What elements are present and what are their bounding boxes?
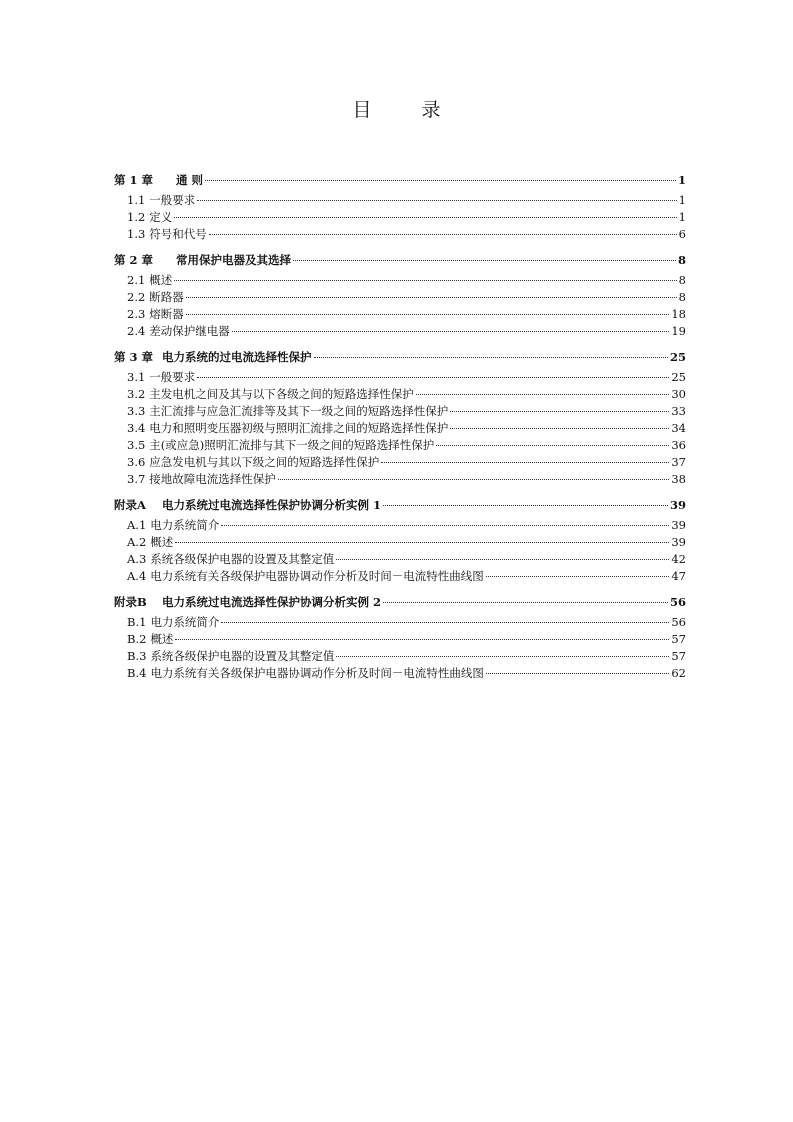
dot-leader (197, 200, 676, 201)
section-title: 接地故障电流选择性保护 (149, 472, 276, 486)
section-number: 3.5 (127, 438, 146, 452)
page-number: 42 (671, 552, 686, 566)
toc-chapter-1 (114, 170, 686, 243)
page-number: 57 (671, 649, 686, 663)
toc-chapter-3 (114, 347, 686, 488)
page-number: 39 (671, 518, 686, 532)
page-number: 30 (671, 387, 686, 401)
toc-section-entry[interactable] (114, 403, 686, 420)
toc-section-entry[interactable] (114, 614, 686, 631)
table-of-contents (114, 170, 686, 689)
section-title: 主发电机之间及其与以下各级之间的短路选择性保护 (149, 387, 414, 401)
page-number: 1 (678, 210, 686, 224)
page-number: 39 (669, 498, 686, 512)
toc-chapter-entry[interactable] (114, 495, 686, 515)
section-title: 应急发电机与其以下级之间的短路选择性保护 (149, 455, 380, 469)
toc-section-entry[interactable] (114, 386, 686, 403)
dot-leader (486, 673, 669, 674)
toc-section-entry[interactable] (114, 437, 686, 454)
dot-leader (221, 525, 669, 526)
section-number: 3.1 (127, 370, 146, 384)
section-number: 1.1 (127, 193, 146, 207)
toc-section-entry[interactable] (114, 551, 686, 568)
page-number: 47 (671, 569, 686, 583)
page-number: 37 (671, 455, 686, 469)
toc-chapter-entry[interactable] (114, 347, 686, 367)
section-title: 电力系统简介 (150, 615, 220, 629)
dot-leader (383, 602, 668, 603)
toc-section-entry[interactable] (114, 471, 686, 488)
page-number: 38 (671, 472, 686, 486)
page-number: 1 (677, 173, 686, 187)
toc-section-entry[interactable] (114, 289, 686, 306)
chapter-title: 常用保护电器及其选择 (176, 253, 291, 267)
dot-leader (175, 542, 669, 543)
dot-leader (381, 462, 669, 463)
dot-leader (175, 639, 669, 640)
dot-leader (221, 622, 669, 623)
toc-section-entry[interactable] (114, 420, 686, 437)
section-number: 3.4 (127, 421, 146, 435)
page-number: 25 (669, 350, 686, 364)
section-number: 3.7 (127, 472, 146, 486)
toc-section-entry[interactable] (114, 534, 686, 551)
toc-section-entry[interactable] (114, 631, 686, 648)
dot-leader (293, 260, 676, 261)
section-title: 符号和代号 (149, 227, 207, 241)
dot-leader (174, 280, 676, 281)
dot-leader (232, 331, 670, 332)
section-number: 3.2 (127, 387, 146, 401)
page-number: 25 (671, 370, 686, 384)
section-number: 3.3 (127, 404, 146, 418)
chapter-number: 第 3 章 (114, 350, 154, 364)
dot-leader (486, 576, 670, 577)
toc-chapter-entry[interactable] (114, 170, 686, 190)
page-number: 6 (678, 227, 686, 241)
chapter-number: 第 1 章 (114, 173, 154, 187)
section-title: 差动保护继电器 (149, 324, 230, 338)
dot-leader (383, 505, 668, 506)
toc-section-entry[interactable] (114, 648, 686, 665)
section-title: 一般要求 (149, 193, 196, 207)
dot-leader (197, 377, 669, 378)
page-number: 62 (671, 666, 686, 680)
page-number: 57 (671, 632, 686, 646)
toc-section-entry[interactable] (114, 568, 686, 585)
toc-section-entry[interactable] (114, 226, 686, 243)
page-number: 34 (671, 421, 686, 435)
section-title: 主汇流排与应急汇流排等及其下一级之间的短路选择性保护 (149, 404, 449, 418)
dot-leader (336, 559, 669, 560)
dot-leader (209, 234, 677, 235)
section-title: 电力系统有关各级保护电器协调动作分析及时间－电流特性曲线图 (150, 569, 484, 583)
section-title: 系统各级保护电器的设置及其整定值 (150, 649, 335, 663)
section-number: B.3 (127, 649, 147, 663)
section-title: 一般要求 (149, 370, 196, 384)
section-title: 概述 (150, 632, 174, 646)
toc-section-entry[interactable] (114, 192, 686, 209)
toc-chapter-entry[interactable] (114, 250, 686, 270)
page-number: 36 (671, 438, 686, 452)
section-title: 断路器 (149, 290, 184, 304)
dot-leader (436, 445, 669, 446)
dot-leader (314, 357, 668, 358)
section-number: B.2 (127, 632, 147, 646)
section-title: 系统各级保护电器的设置及其整定值 (150, 552, 335, 566)
section-number: 1.2 (127, 210, 146, 224)
section-number: A.3 (127, 552, 147, 566)
toc-section-entry[interactable] (114, 454, 686, 471)
chapter-title: 通 则 (176, 173, 204, 187)
toc-chapter-entry[interactable] (114, 592, 686, 612)
page-number: 19 (671, 324, 686, 338)
section-number: A.1 (127, 518, 147, 532)
section-number: 3.6 (127, 455, 146, 469)
section-number: 2.3 (127, 307, 146, 321)
toc-section-entry[interactable] (114, 272, 686, 289)
section-title: 主(或应急)照明汇流排与其下一级之间的短路选择性保护 (149, 438, 435, 452)
page-number: 18 (671, 307, 686, 321)
section-number: 2.2 (127, 290, 146, 304)
dot-leader (186, 297, 677, 298)
page-number: 56 (669, 595, 686, 609)
chapter-title: 电力系统过电流选择性保护协调分析实例 2 (162, 595, 382, 609)
section-title: 定义 (149, 210, 173, 224)
chapter-title: 电力系统的过电流选择性保护 (162, 350, 312, 364)
section-title: 概述 (150, 535, 174, 549)
toc-section-entry[interactable] (114, 323, 686, 340)
page-number: 56 (671, 615, 686, 629)
toc-section-entry[interactable] (114, 665, 686, 682)
section-number: B.4 (127, 666, 147, 680)
section-number: 2.1 (127, 273, 146, 287)
dot-leader (205, 180, 676, 181)
chapter-number: 附录A (114, 498, 146, 512)
section-number: B.1 (127, 615, 147, 629)
dot-leader (186, 314, 670, 315)
page-number: 8 (678, 290, 686, 304)
dot-leader (450, 411, 669, 412)
section-title: 电力系统简介 (150, 518, 220, 532)
page-number: 8 (678, 273, 686, 287)
section-title: 熔断器 (149, 307, 184, 321)
section-title: 电力系统有关各级保护电器协调动作分析及时间－电流特性曲线图 (150, 666, 484, 680)
page-number: 39 (671, 535, 686, 549)
dot-leader (174, 217, 676, 218)
page-number: 33 (671, 404, 686, 418)
section-number: A.4 (127, 569, 147, 583)
toc-section-entry[interactable] (114, 369, 686, 386)
toc-section-entry[interactable] (114, 517, 686, 534)
section-title: 电力和照明变压器初级与照明汇流排之间的短路选择性保护 (149, 421, 449, 435)
page-title: 目 录 (352, 99, 463, 121)
dot-leader (336, 656, 669, 657)
toc-chapter-2 (114, 250, 686, 340)
dot-leader (278, 479, 670, 480)
section-title: 概述 (149, 273, 173, 287)
dot-leader (416, 394, 670, 395)
chapter-title: 电力系统过电流选择性保护协调分析实例 1 (162, 498, 382, 512)
chapter-number: 附录B (114, 595, 147, 609)
section-number: 1.3 (127, 227, 146, 241)
dot-leader (450, 428, 669, 429)
page-number: 8 (677, 253, 686, 267)
toc-appendix-b (114, 592, 686, 682)
chapter-number: 第 2 章 (114, 253, 154, 267)
toc-section-entry[interactable] (114, 209, 686, 226)
section-number: 2.4 (127, 324, 146, 338)
toc-section-entry[interactable] (114, 306, 686, 323)
section-number: A.2 (127, 535, 147, 549)
page-number: 1 (678, 193, 686, 207)
toc-appendix-a (114, 495, 686, 585)
